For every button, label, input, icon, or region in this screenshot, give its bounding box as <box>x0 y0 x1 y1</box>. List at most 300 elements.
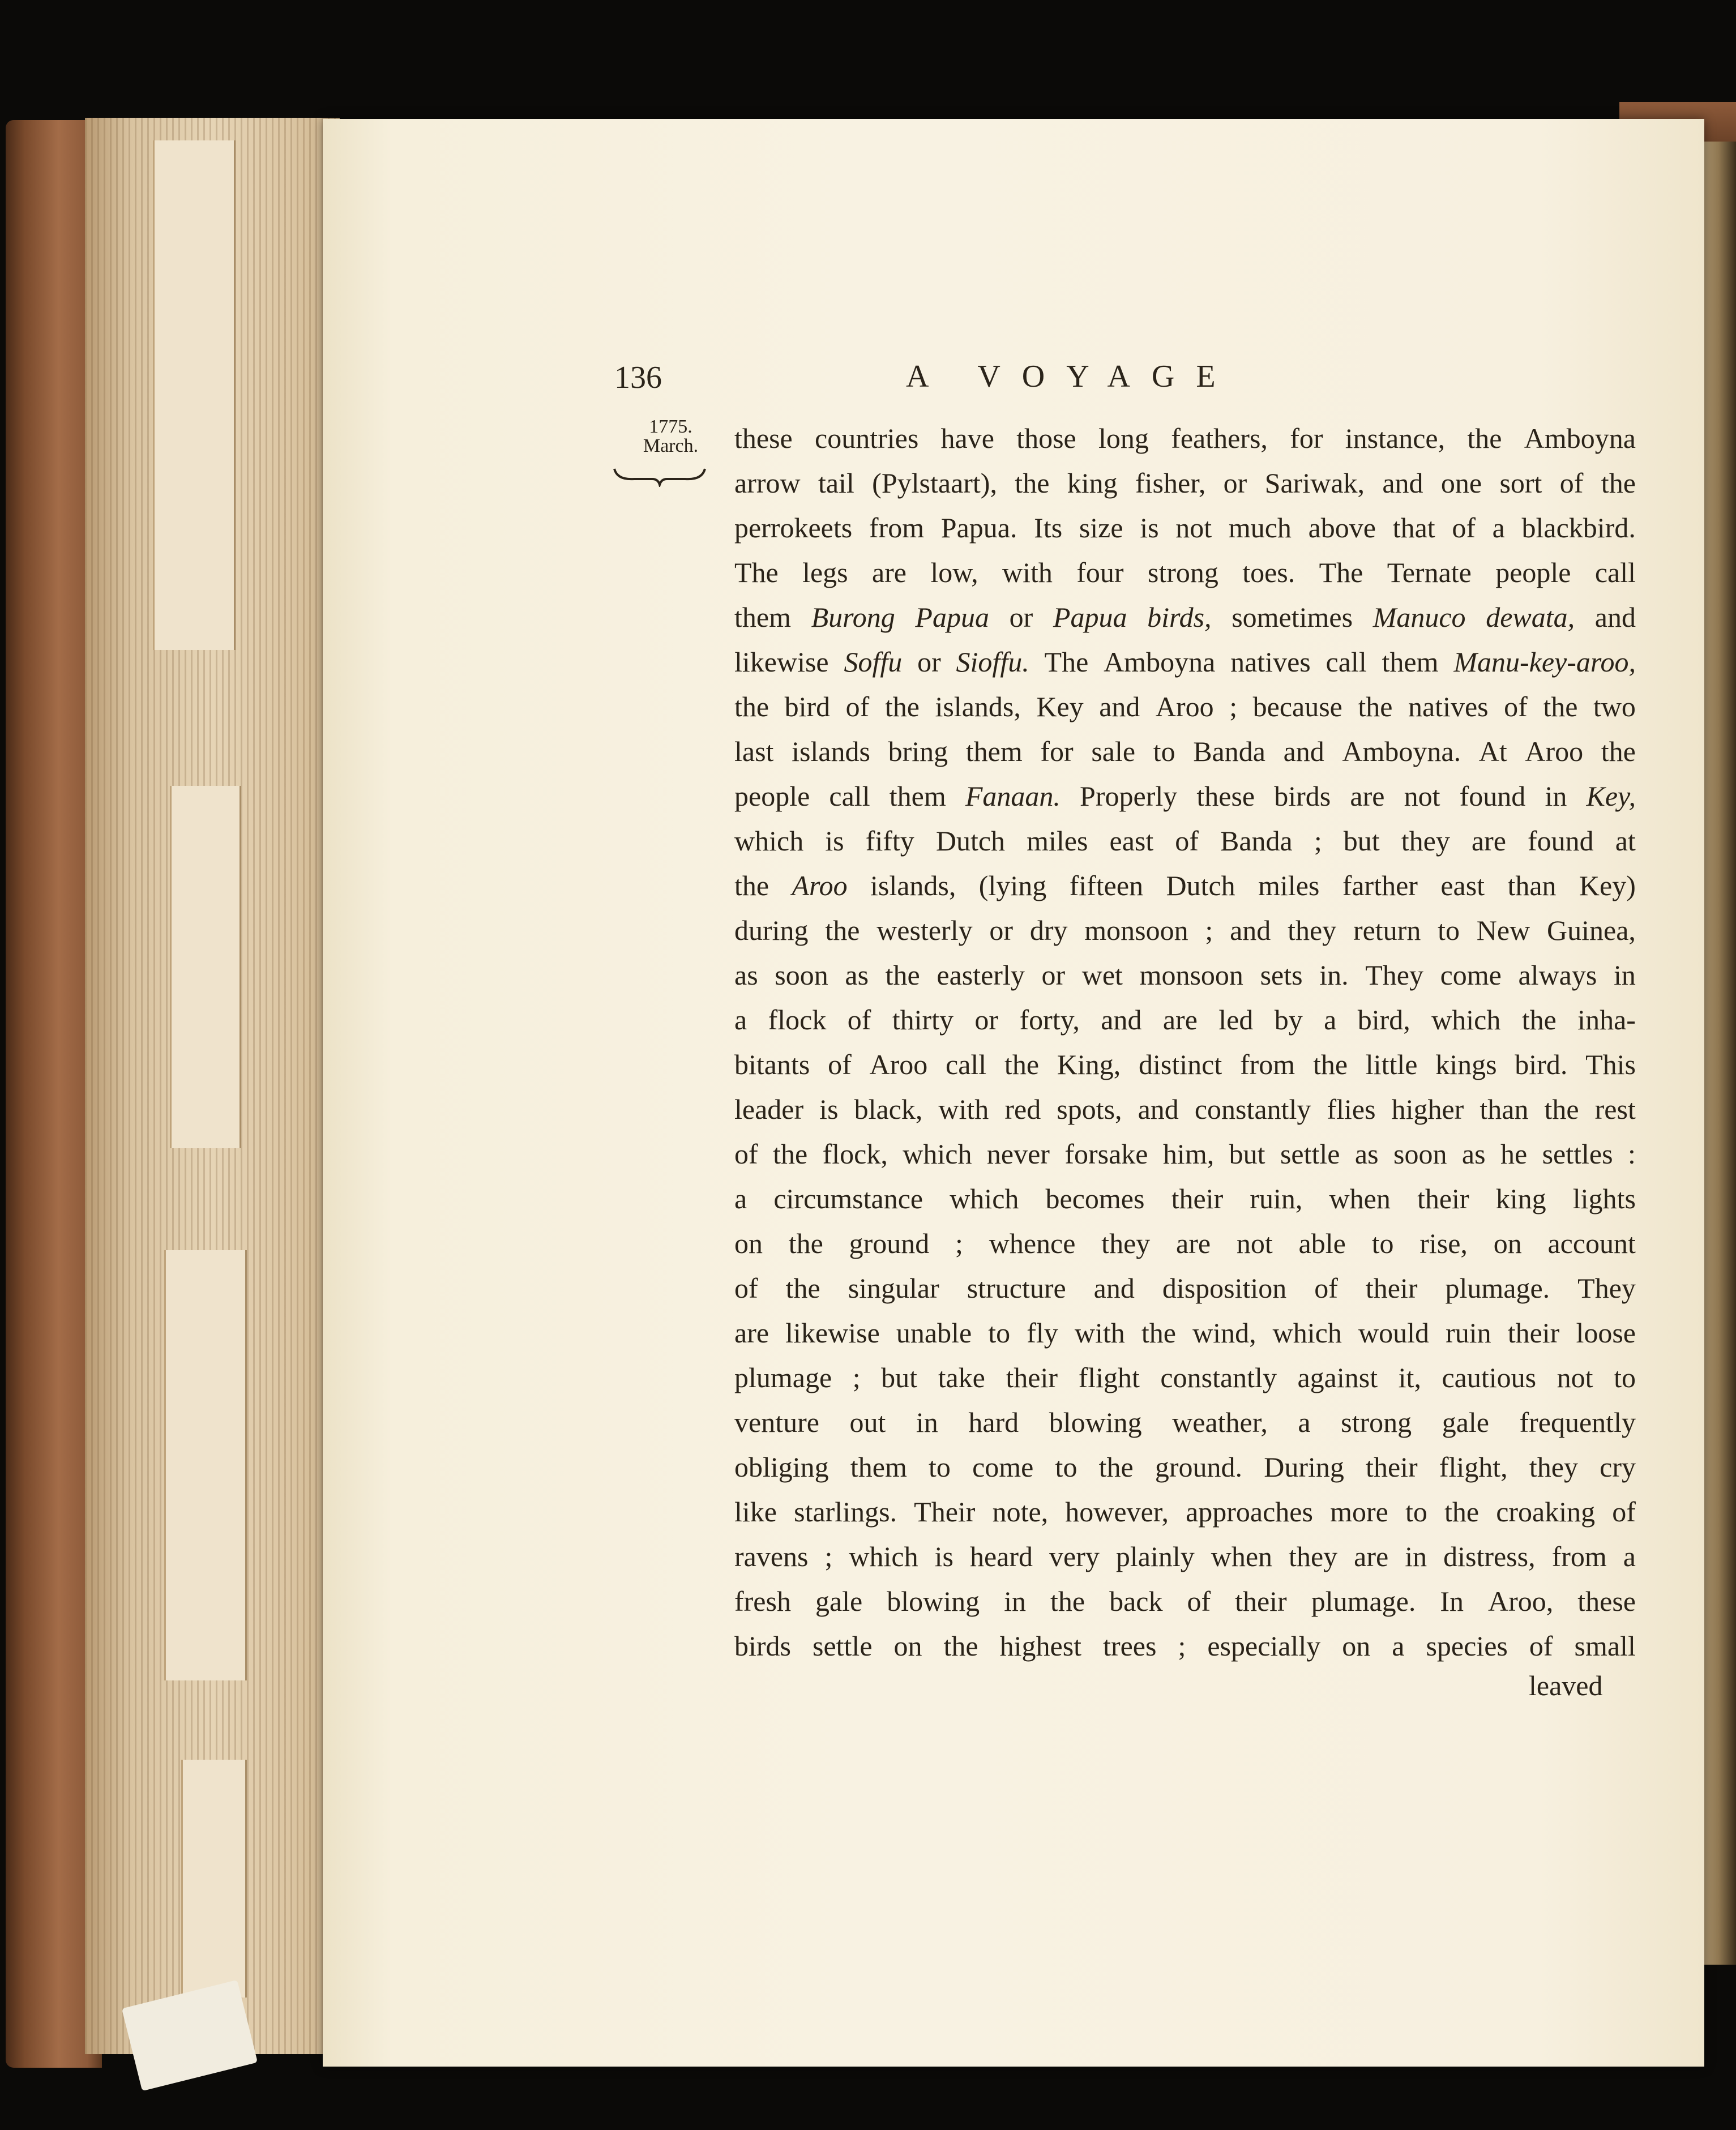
text-line <box>734 1132 1636 1177</box>
word: ; <box>1205 914 1213 946</box>
word: he <box>1500 1138 1528 1170</box>
word: a <box>1392 1630 1405 1662</box>
word: the <box>785 1272 820 1304</box>
word: whence <box>989 1227 1076 1259</box>
torn-page <box>170 786 241 1148</box>
word: more <box>1330 1496 1388 1528</box>
word: Aroo <box>1525 735 1584 767</box>
word: and <box>1283 735 1324 767</box>
word: their <box>1507 1317 1560 1349</box>
word: in <box>1405 1541 1427 1572</box>
word: circumstance <box>773 1183 923 1214</box>
word: the <box>1543 691 1578 722</box>
word: hard <box>968 1406 1019 1438</box>
word: the <box>1141 1317 1176 1349</box>
italic-word: Fanaan. <box>965 780 1061 812</box>
word: Its <box>1034 512 1063 544</box>
word: which <box>903 1138 972 1170</box>
word: is <box>934 1541 953 1572</box>
word: back <box>1109 1585 1163 1617</box>
word: Guinea, <box>1547 914 1636 946</box>
word: king <box>1067 467 1118 499</box>
word: legs <box>802 557 848 588</box>
word: spots, <box>1057 1093 1122 1125</box>
word: flies <box>1327 1093 1376 1125</box>
word: settles <box>1542 1138 1613 1170</box>
word: rest <box>1594 1093 1636 1125</box>
word: ; <box>1314 825 1322 857</box>
italic-word: Aroo <box>792 870 848 901</box>
margin-month: March. <box>643 435 699 456</box>
catchword: leaved <box>1529 1670 1603 1701</box>
word: of <box>1314 1272 1338 1304</box>
text-line <box>734 1534 1636 1579</box>
word: them <box>1382 646 1439 678</box>
word: call <box>829 780 870 812</box>
word: against <box>1297 1362 1378 1393</box>
word: their <box>1006 1362 1058 1393</box>
word: The <box>1319 557 1363 588</box>
word: or <box>1041 959 1066 991</box>
word: rise, <box>1419 1227 1468 1259</box>
word: forty, <box>1019 1004 1080 1036</box>
word: toes. <box>1242 557 1295 588</box>
text-line <box>734 774 1636 819</box>
word: blowing <box>887 1585 980 1617</box>
word: they <box>1101 1227 1151 1259</box>
word: Key <box>1036 691 1084 722</box>
word: as <box>1354 1138 1379 1170</box>
word: monsoon <box>1139 959 1243 991</box>
italic-word: Burong <box>811 601 895 633</box>
word: Papua. <box>940 512 1017 544</box>
word: them <box>850 1451 907 1483</box>
word: natives <box>1408 691 1489 722</box>
word: constantly <box>1194 1093 1311 1125</box>
word: kings <box>1435 1049 1497 1080</box>
word: ground. <box>1155 1451 1243 1483</box>
italic-word: Sioffu. <box>956 646 1029 678</box>
page-stack <box>85 118 340 2054</box>
word: trees <box>1103 1630 1157 1662</box>
word: for <box>1040 735 1074 767</box>
word: Aroo <box>869 1049 928 1080</box>
word: during <box>734 914 809 946</box>
word: a <box>1324 1004 1337 1036</box>
word: by <box>1274 1004 1303 1036</box>
word: islands, <box>870 870 956 901</box>
word: a <box>1623 1541 1636 1572</box>
text-line <box>734 595 1636 640</box>
word: Banda <box>1220 825 1293 857</box>
word: ; <box>1178 1630 1186 1662</box>
word: fifty <box>865 825 914 857</box>
word: or <box>974 1004 999 1036</box>
word: account <box>1547 1227 1636 1259</box>
text-line <box>734 1490 1636 1534</box>
word: of <box>845 691 870 722</box>
word: : <box>1628 1138 1636 1170</box>
word: which <box>1431 1004 1501 1036</box>
word: people <box>734 780 810 812</box>
word: on <box>1342 1630 1371 1662</box>
word: these <box>1196 780 1255 812</box>
word: the <box>1004 1049 1040 1080</box>
word: ; <box>824 1541 833 1572</box>
text-line <box>734 1355 1636 1400</box>
word: thirty <box>892 1004 954 1036</box>
text-line <box>734 998 1636 1042</box>
word: take <box>938 1362 985 1393</box>
word: above <box>1308 512 1376 544</box>
word: Amboyna. <box>1342 735 1461 767</box>
word: soon <box>775 959 828 991</box>
word: The <box>734 557 779 588</box>
word: it, <box>1398 1362 1421 1393</box>
word: bitants <box>734 1049 810 1080</box>
word: flock, <box>822 1138 888 1170</box>
italic-word: birds, <box>1147 601 1212 633</box>
word: in <box>1004 1585 1026 1617</box>
italic-word: dewata, <box>1486 601 1575 633</box>
word: Properly <box>1080 780 1178 812</box>
text-line <box>734 685 1636 729</box>
text-line <box>734 416 1636 461</box>
word: tail <box>818 467 854 499</box>
word: settle <box>813 1630 873 1662</box>
word: which <box>734 825 804 857</box>
word: natives <box>1230 646 1311 678</box>
word: the <box>884 691 920 722</box>
word: of <box>1504 691 1528 722</box>
word: sort <box>1499 467 1542 499</box>
word: gale <box>815 1585 863 1617</box>
word: cry <box>1600 1451 1636 1483</box>
word: The <box>1044 646 1089 678</box>
word: perrokeets <box>734 512 853 544</box>
word: have <box>940 422 994 454</box>
word: Dutch <box>1166 870 1235 901</box>
word: flock <box>768 1004 827 1036</box>
word: of <box>847 1004 871 1036</box>
word: the <box>943 1630 978 1662</box>
word: is <box>1140 512 1159 544</box>
word: and <box>1382 467 1423 499</box>
word: islands <box>792 735 870 767</box>
word: the <box>1601 735 1636 767</box>
word: arrow <box>734 467 801 499</box>
word: are <box>1176 1227 1211 1259</box>
word: when <box>1329 1183 1391 1214</box>
word: plumage. <box>1445 1272 1550 1304</box>
word: that <box>1392 512 1435 544</box>
word: of <box>734 1138 758 1170</box>
word: these <box>734 422 793 454</box>
word: bird, <box>1357 1004 1410 1036</box>
word: starlings. <box>794 1496 897 1528</box>
word: like <box>734 1496 777 1528</box>
word: are <box>1471 825 1506 857</box>
word: Amboyna <box>1524 422 1636 454</box>
word: They <box>1365 959 1423 991</box>
word: Sariwak, <box>1264 467 1365 499</box>
word: very <box>1049 1541 1100 1572</box>
word: easterly <box>937 959 1025 991</box>
word: likewise <box>734 646 829 678</box>
word: or <box>917 646 941 678</box>
text-line <box>734 819 1636 863</box>
word: the <box>1521 1004 1557 1036</box>
word: and <box>1230 914 1271 946</box>
margin-note <box>630 417 712 456</box>
text-line <box>734 1400 1636 1445</box>
word: the <box>1358 691 1393 722</box>
word: however, <box>1065 1496 1169 1528</box>
word: with <box>1074 1317 1125 1349</box>
italic-word: Manu-key-aroo, <box>1453 646 1636 678</box>
word: able <box>1298 1227 1346 1259</box>
word: ; <box>1229 691 1238 722</box>
word: him, <box>1162 1138 1215 1170</box>
text-line <box>734 1087 1636 1132</box>
word: disposition <box>1162 1272 1287 1304</box>
word: they <box>1529 1451 1578 1483</box>
word: birds <box>1274 780 1331 812</box>
word: ruin <box>1446 1317 1491 1349</box>
margin-brace <box>612 464 708 487</box>
word: the <box>1444 1496 1480 1528</box>
word: found <box>1528 825 1594 857</box>
word: last <box>734 735 774 767</box>
text-line <box>734 640 1636 685</box>
word: call <box>1594 557 1636 588</box>
word: especially <box>1207 1630 1321 1662</box>
word: of <box>1559 467 1584 499</box>
word: king <box>1495 1183 1546 1214</box>
word: the <box>885 959 920 991</box>
word: King, <box>1057 1049 1121 1080</box>
word: and <box>1099 691 1140 722</box>
word: ruin, <box>1250 1183 1303 1214</box>
word: fly <box>1027 1317 1058 1349</box>
word: the <box>825 914 860 946</box>
word: Aroo <box>1155 691 1214 722</box>
word: of <box>828 1049 852 1080</box>
word: return <box>1353 914 1421 946</box>
word: gale <box>1442 1406 1489 1438</box>
running-head: A VOYAGE <box>906 359 1237 394</box>
word: size <box>1079 512 1123 544</box>
text-line <box>734 1221 1636 1266</box>
word: black, <box>854 1093 923 1125</box>
word: from <box>1239 1049 1295 1080</box>
word: likewise <box>785 1317 880 1349</box>
word: plainly <box>1115 1541 1195 1572</box>
word: wet <box>1081 959 1123 991</box>
word: westerly <box>876 914 973 946</box>
word: New <box>1476 914 1530 946</box>
word: blackbird. <box>1521 512 1636 544</box>
word: the <box>1467 422 1502 454</box>
word: as <box>734 959 758 991</box>
word: inha- <box>1577 1004 1636 1036</box>
word: but <box>1229 1138 1265 1170</box>
word: In <box>1440 1585 1464 1617</box>
word: miles <box>1258 870 1320 901</box>
word: these <box>1577 1585 1636 1617</box>
word: come <box>972 1451 1034 1483</box>
text-line <box>734 729 1636 774</box>
word: and <box>1138 1093 1179 1125</box>
word: weather, <box>1172 1406 1268 1438</box>
word: to <box>929 1451 951 1483</box>
word: venture <box>734 1406 819 1438</box>
text-line <box>734 1042 1636 1087</box>
word: frequently <box>1519 1406 1636 1438</box>
word: Amboyna <box>1104 646 1216 678</box>
word: their <box>1366 1451 1418 1483</box>
word: little <box>1365 1049 1418 1080</box>
italic-word: Papua <box>915 601 989 633</box>
word: This <box>1585 1049 1636 1080</box>
word: come <box>1440 959 1502 991</box>
word: people <box>1495 557 1571 588</box>
word: of <box>734 1272 758 1304</box>
word: species <box>1426 1630 1508 1662</box>
word: but <box>1343 825 1380 857</box>
word: led <box>1218 1004 1254 1036</box>
word: monsoon <box>1084 914 1188 946</box>
word: of <box>1187 1585 1211 1617</box>
word: low, <box>930 557 978 588</box>
word: Banda <box>1193 735 1265 767</box>
torn-page <box>153 140 236 650</box>
word: with <box>1002 557 1053 588</box>
word: long <box>1098 422 1149 454</box>
word: plumage <box>734 1362 832 1393</box>
word: wind, <box>1192 1317 1256 1349</box>
word: than <box>1507 870 1557 901</box>
word: two <box>1593 691 1636 722</box>
word: in <box>916 1406 938 1438</box>
word: them <box>965 735 1023 767</box>
word: becomes <box>1045 1183 1145 1214</box>
word: not <box>1404 780 1440 812</box>
word: the <box>1050 1585 1085 1617</box>
text-line <box>734 1311 1636 1355</box>
body-text <box>734 416 1636 1669</box>
word: is <box>825 825 844 857</box>
word: are <box>1162 1004 1198 1036</box>
text-line <box>734 1579 1636 1624</box>
word: the <box>1312 1049 1348 1080</box>
word: croaking <box>1496 1496 1596 1528</box>
word: one <box>1440 467 1482 499</box>
word: as <box>845 959 869 991</box>
word: those <box>1016 422 1076 454</box>
word: as <box>1461 1138 1486 1170</box>
word: loose <box>1576 1317 1636 1349</box>
word: always <box>1518 959 1597 991</box>
word: in <box>1545 780 1567 812</box>
text-line <box>734 1624 1636 1669</box>
word: is <box>819 1093 839 1125</box>
word: higher <box>1391 1093 1464 1125</box>
word: because <box>1252 691 1342 722</box>
word: and <box>1594 601 1636 633</box>
word: with <box>938 1093 989 1125</box>
word: are <box>1350 780 1385 812</box>
word: soon <box>1393 1138 1447 1170</box>
word: never <box>986 1138 1050 1170</box>
word: which <box>849 1541 918 1572</box>
word: constantly <box>1160 1362 1277 1393</box>
italic-word: Key, <box>1586 780 1636 812</box>
word: them <box>734 601 791 633</box>
italic-word: Soffu <box>844 646 903 678</box>
word: or <box>1009 601 1033 633</box>
word: not <box>1175 512 1212 544</box>
word: the <box>1601 467 1636 499</box>
torn-page <box>164 1250 247 1680</box>
text-line <box>734 953 1636 998</box>
word: when <box>1211 1541 1273 1572</box>
text-line <box>734 461 1636 506</box>
torn-page <box>181 1760 247 1998</box>
word: the <box>1098 1451 1134 1483</box>
word: they <box>1401 825 1450 857</box>
word: the <box>734 691 769 722</box>
word: flight <box>1078 1362 1140 1393</box>
margin-year: 1775. <box>649 416 692 437</box>
word: instance, <box>1345 422 1446 454</box>
word: small <box>1574 1630 1636 1662</box>
word: call <box>1325 646 1367 678</box>
word: distinct <box>1139 1049 1222 1080</box>
word: bring <box>888 735 948 767</box>
word: they <box>1289 1541 1338 1572</box>
word: of <box>1612 1496 1636 1528</box>
word: out <box>849 1406 886 1438</box>
word: islands, <box>935 691 1021 722</box>
word: but <box>881 1362 918 1393</box>
word: much <box>1228 512 1292 544</box>
word: are <box>734 1317 769 1349</box>
word: lights <box>1572 1183 1636 1214</box>
word: Key) <box>1579 870 1636 901</box>
word: to <box>1438 914 1460 946</box>
word: from <box>1551 1541 1607 1572</box>
word: feathers, <box>1171 422 1268 454</box>
word: on <box>893 1630 922 1662</box>
word: on <box>1493 1227 1522 1259</box>
word: settle <box>1280 1138 1340 1170</box>
word: the <box>1015 467 1050 499</box>
word: forsake <box>1064 1138 1148 1170</box>
word: the <box>773 1138 808 1170</box>
word: bird. <box>1515 1049 1568 1080</box>
word: they <box>1288 914 1337 946</box>
word: ; <box>852 1362 861 1393</box>
word: found <box>1459 780 1526 812</box>
word: the <box>734 870 769 901</box>
word: would <box>1358 1317 1429 1349</box>
word: Ternate <box>1387 557 1472 588</box>
word: call <box>946 1049 987 1080</box>
word: blowing <box>1049 1406 1142 1438</box>
page-number: 136 <box>614 360 662 395</box>
italic-word: Manuco <box>1372 601 1466 633</box>
